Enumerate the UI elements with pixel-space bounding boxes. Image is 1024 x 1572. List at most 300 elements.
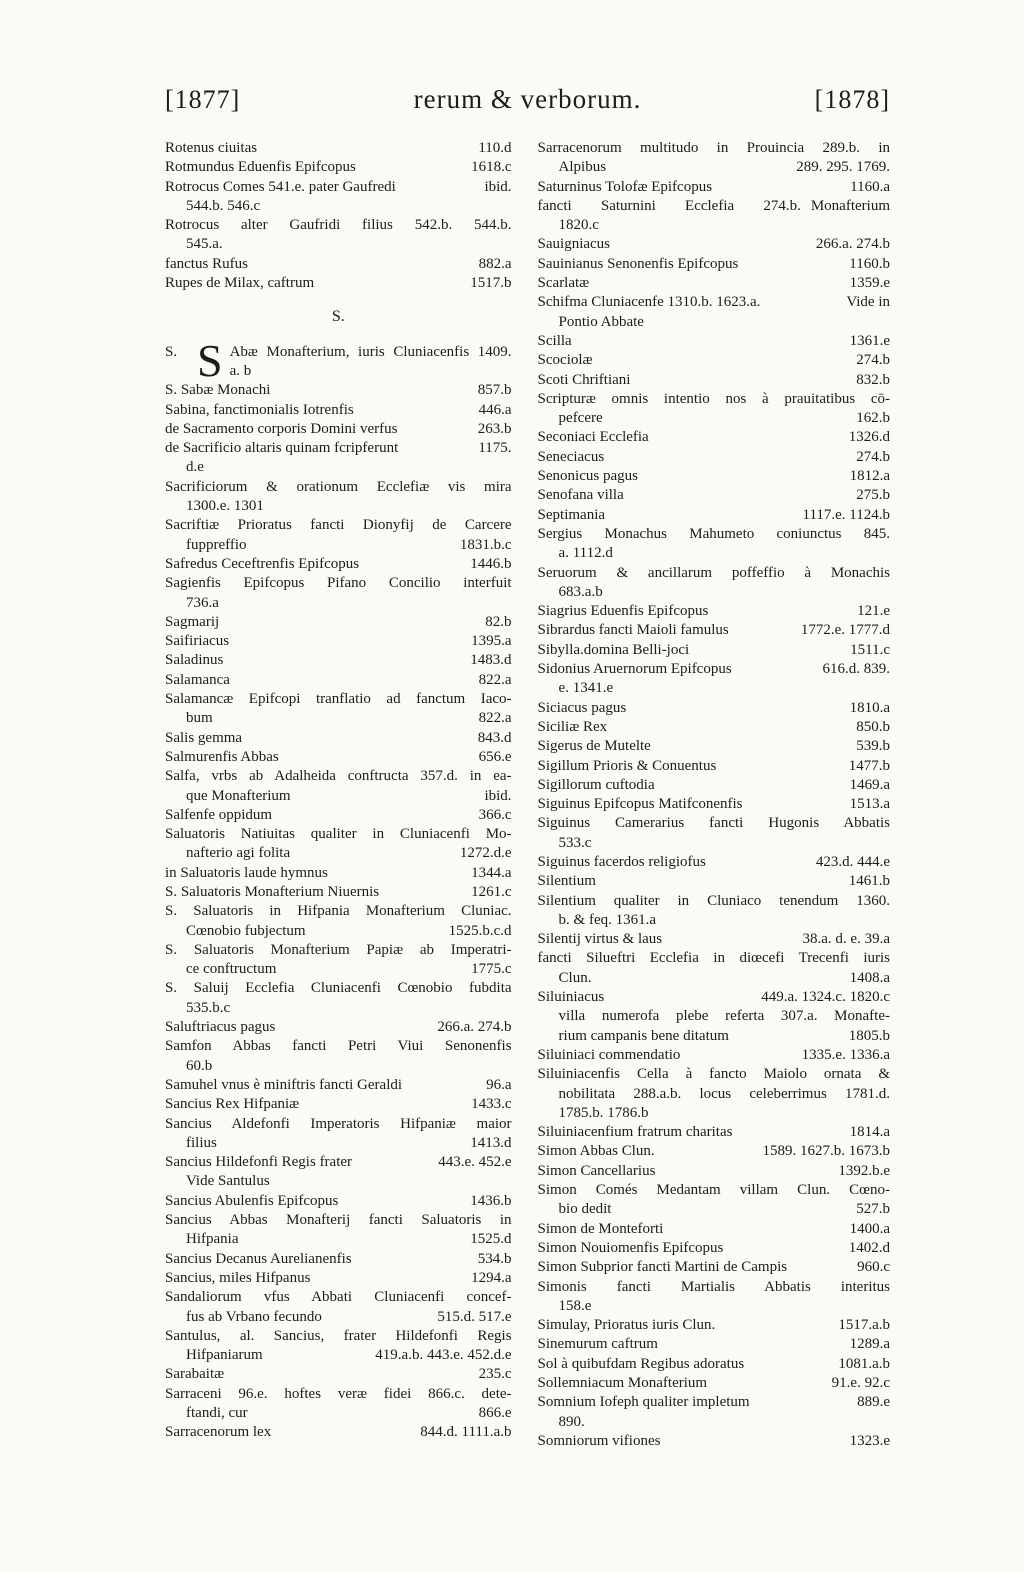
entry-text: Sancius Rex Hifpaniæ (165, 1096, 300, 1113)
page-ref: 889.e (857, 1394, 890, 1411)
entry-text: fancti Silueftri Ecclefia in diœcefi Trecenfi iuris (537, 950, 890, 967)
entry-text: Sibylla.domina Belli-joci (537, 641, 690, 658)
index-line (538, 583, 890, 602)
entry-text: b. & feq. 1361.a (558, 911, 657, 928)
index-line (538, 872, 890, 891)
entry-text: Hifpania (186, 1231, 239, 1248)
page-ref: 443.e. 452.e (438, 1154, 512, 1171)
index-line (538, 428, 890, 447)
entry-text: Samfon Abbas fancti Petri Viui Senonenfis (165, 1038, 512, 1055)
folio-right: [1878] (814, 85, 890, 114)
index-line (165, 729, 512, 748)
entry-text: filius (186, 1134, 217, 1151)
index-line (538, 1104, 890, 1123)
index-line (538, 274, 890, 293)
index-line (538, 293, 890, 312)
page-ref: 822.a (478, 710, 512, 727)
entry-text: Sabina, fanctimonialis Iotrenfis (165, 401, 354, 418)
page-ref: 1810.a (849, 699, 890, 716)
index-line (165, 941, 512, 960)
entry-text: Schifma Cluniacenfe 1310.b. 1623.a. (537, 294, 761, 311)
page-ref: 263.b (477, 420, 512, 437)
drop-cap-letter: S (197, 334, 223, 386)
entry-text: 736.a (186, 594, 219, 611)
index-line (538, 660, 890, 679)
section-heading: S. (331, 308, 345, 326)
page-ref: 449.a. 1324.c. 1820.c (761, 989, 890, 1006)
page-ref: 1400.a (849, 1220, 890, 1237)
entry-text: Saluatoris Natiuitas qualiter in Cluniacenfi Mo- (165, 826, 512, 843)
page-ref: 38.a. d. e. 39.a (802, 931, 890, 948)
page-ref: 96.a (486, 1076, 512, 1093)
index-line (538, 930, 890, 949)
page-ref: 1408.a (849, 969, 890, 986)
entry-text: Scilla (537, 332, 572, 349)
index-line (165, 902, 512, 921)
index-line (538, 216, 890, 235)
entry-text: Sacrificiorum & orationum Ecclefiæ vis mira (165, 478, 512, 495)
index-line (165, 439, 512, 458)
entry-text: Salis gemma (165, 729, 243, 746)
entry-text: Scarlatæ (537, 275, 590, 292)
index-line (165, 1037, 512, 1056)
entry-text: Sigillorum cuftodia (537, 776, 655, 793)
entry-text: Scociolæ (537, 352, 593, 369)
index-line (165, 1288, 512, 1307)
entry-text: Siciacus pagus (537, 699, 627, 716)
index-line (165, 1230, 512, 1249)
entry-text: de Sacramento corporis Domini verfus (165, 420, 398, 437)
entry-text: S. Saluatoris Monafterium Niuernis (165, 883, 380, 900)
index-line (165, 979, 512, 998)
entry-text: S. Saluatoris in Hifpania Monafterium Cluniac. (165, 903, 512, 920)
entry-text: fuppreffio (186, 536, 247, 553)
page-ref: 1814.a (849, 1124, 890, 1141)
index-line (538, 564, 890, 583)
index-line (538, 409, 890, 428)
page-ref: 1513.a (849, 796, 890, 813)
index-line (538, 737, 890, 756)
entry-text: Santulus, al. Sancius, frater Hildefonfi Regis (165, 1327, 512, 1344)
entry-text: Sancius, miles Hifpanus (165, 1269, 311, 1286)
entry-text: Sancius Hildefonfi Regis frater (165, 1154, 353, 1171)
entry-text: Sarracenorum multitudo in Prouincia 289.b. in (537, 140, 890, 156)
entry-text: Sigillum Prioris & Conuentus (537, 757, 717, 774)
entry-text: Siciliæ Rex (537, 718, 608, 735)
index-line (538, 834, 890, 853)
entry-text: Sancius Abulenfis Epifcopus (165, 1192, 339, 1209)
page-ref: 534.b (477, 1250, 512, 1267)
entry-text: Salfa, vrbs ab Adalheida conftructa 357.d. in ea- (165, 768, 512, 785)
page-ref: 1160.a (850, 178, 890, 195)
index-line (538, 621, 890, 640)
entry-text: Silentium qualiter in Cluniaco tenendum 1360. (537, 892, 890, 909)
page-ref: 1831.b.c (459, 536, 512, 553)
entry-text: Safredus Ceceftrenfis Epifcopus (165, 555, 360, 572)
entry-text: S. Saluatoris Monafterium Papiæ ab Imperatri- (165, 941, 512, 958)
index-line (230, 343, 512, 362)
page-ref: 266.a. 274.b (815, 236, 890, 253)
index-line (538, 679, 890, 698)
entry-text: Siluiniacenfium fratrum charitas (537, 1124, 733, 1141)
index-line (538, 1142, 890, 1161)
page-ref: 656.e (478, 748, 512, 765)
entry-text: Simon Abbas Clun. (537, 1143, 655, 1160)
entry-text: Sidonius Aruernorum Epifcopus (537, 661, 732, 678)
entry-text: Simulay, Prioratus iuris Clun. (537, 1317, 716, 1334)
page-ref: 1525.d (470, 1231, 512, 1248)
entry-text: Siguinus facerdos religiofus (537, 853, 706, 870)
page-ref: 1289.a (849, 1336, 890, 1353)
entry-text: fanctus Rufus (165, 255, 248, 272)
page-ref: 1294.a (471, 1269, 512, 1286)
page-ref: 1160.b (849, 255, 890, 272)
entry-text: Alpibus (558, 159, 607, 176)
page-ref: 850.b (856, 718, 890, 735)
page-header (165, 84, 890, 115)
page-ref: 1402.d (848, 1239, 890, 1256)
entry-text: Rotrocus Comes 541.e. pater Gaufredi (165, 178, 396, 195)
index-line (165, 1134, 512, 1153)
entry-text: Siguinus Camerarius fancti Hugonis Abbatis (537, 815, 890, 832)
page-ref: 289. 295. 1769. (796, 159, 890, 176)
page-ref: 1395.a (471, 633, 512, 650)
index-line (165, 825, 512, 844)
page-ref: 1359.e (849, 275, 890, 292)
entry-text: ce conftructum (186, 961, 277, 978)
entry-text: Sibrardus fancti Maioli famulus (537, 622, 729, 639)
index-line (538, 197, 890, 216)
entry-text: Seconiaci Ecclefia (537, 429, 649, 446)
index-line (538, 795, 890, 814)
index-line (538, 641, 890, 660)
entry-text: Septimania (537, 506, 606, 523)
page-ref: 1392.b.e (838, 1162, 890, 1179)
index-line (165, 1346, 512, 1365)
index-line (538, 467, 890, 486)
index-line (165, 767, 512, 786)
index-line (165, 197, 512, 216)
index-line (165, 632, 512, 651)
page-title: rerum & verborum. (413, 84, 642, 114)
index-line (165, 555, 512, 574)
entry-text: Sigerus de Mutelte (537, 738, 651, 755)
index-line (165, 1423, 512, 1442)
page-ref: 1272.d.e (459, 845, 512, 862)
page-ref: 1261.c (471, 883, 512, 900)
folio-left: [1877] (165, 85, 241, 114)
index-line (165, 1211, 512, 1230)
index-line (165, 671, 512, 690)
entry-text: d.e (186, 459, 204, 476)
entry-text: Rupes de Milax, caftrum (165, 275, 315, 292)
index-line (538, 1335, 890, 1354)
entry-text: Siluiniacus (537, 989, 605, 1006)
page-ref: 822.a (478, 671, 512, 688)
page-ref: 539.b (856, 738, 890, 755)
page-ref: 960.c (857, 1259, 890, 1276)
index-line (538, 139, 890, 158)
index-line (165, 960, 512, 979)
entry-text: Salamancæ Epifcopi tranflatio ad fanctum Iaco- (165, 691, 512, 708)
entry-text: Sagienfis Epifcopus Pifano Concilio interfuit (165, 575, 512, 592)
index-line (538, 1258, 890, 1277)
index-line (538, 1239, 890, 1258)
page-ref: 162.b (856, 410, 890, 427)
entry-text: Rotmundus Eduenfis Epifcopus (165, 159, 356, 176)
page-ref: 1805.b (848, 1027, 890, 1044)
index-line (165, 1095, 512, 1114)
page-ref: 1117.e. 1124.b (802, 506, 890, 523)
page-ref: 82.b (485, 613, 512, 630)
index-line (165, 806, 512, 825)
index-line (538, 1316, 890, 1335)
entry-text: 683.a.b (558, 583, 603, 600)
entry-text: 1300.e. 1301 (186, 498, 264, 515)
entry-text: e. 1341.e (558, 680, 614, 697)
index-line (165, 274, 512, 293)
index-column-right (538, 139, 890, 1451)
index-line (165, 516, 512, 535)
index-line (538, 1278, 890, 1297)
index-line (165, 651, 512, 670)
page-ref: 91.e. 92.c (831, 1375, 890, 1391)
index-line (165, 1018, 512, 1037)
index-line (538, 911, 890, 930)
page-ref: 1775.c (471, 961, 512, 978)
entry-text: nafterio agi folita (186, 845, 291, 862)
page-ref: 274.b (856, 448, 890, 465)
entry-text: Sollemniacum Monafterium (537, 1375, 708, 1391)
page-ref: 616.d. 839. (822, 661, 890, 678)
entry-text: Sol à quibufdam Regibus adoratus (537, 1355, 745, 1372)
entry-text: Simon Nouiomenfis Epifcopus (537, 1239, 724, 1256)
page-ref: 1812.a (849, 468, 890, 485)
page-ref: 1344.a (471, 864, 512, 881)
index-line (538, 1007, 890, 1026)
entry-text: Saifiriacus (165, 633, 230, 650)
index-line (165, 1153, 512, 1172)
entry-text: Somnium Iofeph qualiter impletum (537, 1394, 750, 1411)
entry-text: Saturninus Tolofæ Epifcopus (537, 178, 713, 195)
page-ref: 366.c (478, 806, 512, 823)
entry-text: Simon Cancellarius (537, 1162, 656, 1179)
page-ref: 866.e (478, 1405, 512, 1421)
entry-text: S. Sabæ Monachi (165, 382, 271, 399)
index-line (538, 1027, 890, 1046)
entry-text: Rotenus ciuitas (165, 140, 258, 156)
index-line (165, 787, 512, 806)
entry-text: Sauigniacus (537, 236, 611, 253)
index-line (165, 1192, 512, 1211)
index-line (165, 139, 512, 158)
index-line (165, 1269, 512, 1288)
index-line (538, 1181, 890, 1200)
entry-text: Hifpaniarum (186, 1347, 263, 1364)
index-line (538, 892, 890, 911)
page-ref: 1433.c (471, 1096, 512, 1113)
index-line (538, 313, 890, 332)
entry-text: Clun. (558, 969, 592, 986)
index-line (538, 525, 890, 544)
index-line (538, 1432, 890, 1451)
entry-text: nobilitata 288.a.b. locus celeberrimus 1781.d. (558, 1085, 890, 1102)
index-line (165, 1365, 512, 1384)
index-line (165, 1076, 512, 1095)
page-ref: 1477.b (848, 757, 890, 774)
entry-text: Simon Comés Medantam villam Clun. Cœno- (537, 1182, 890, 1199)
page-ref: 1589. 1627.b. 1673.b (762, 1143, 890, 1160)
entry-text: Siagrius Eduenfis Epifcopus (537, 603, 709, 620)
index-line (538, 255, 890, 274)
index-line (538, 699, 890, 718)
entry-text: villa numerofa plebe referta 307.a. Monafte- (558, 1008, 890, 1025)
page-ref: 1413.d (470, 1134, 512, 1151)
entry-text: Simon Subprior fancti Martini de Campis (537, 1259, 788, 1276)
index-column-left (165, 139, 512, 1451)
entry-text: Siluiniacenfis Cella à fancto Maiolo ornata & (537, 1066, 890, 1083)
index-line (165, 709, 512, 728)
entry-text: in Saluatoris laude hymnus (165, 864, 328, 881)
entry-text: Sagmarij (165, 613, 220, 630)
index-line (538, 1374, 890, 1393)
entry-text: Abæ Monafterium, iuris Cluniacenfis 1409. (229, 343, 512, 360)
index-line (538, 1393, 890, 1412)
entry-text: Pontio Abbate (558, 313, 644, 330)
entry-prefix: S. (165, 343, 178, 360)
page-ref: 1511.c (850, 641, 890, 658)
entry-text: rium campanis bene ditatum (558, 1027, 729, 1044)
entry-text: fancti Saturnini Ecclefia 274.b. (537, 197, 801, 214)
index-line (538, 814, 890, 833)
entry-text: a. b (229, 362, 252, 379)
entry-text: Silentium (537, 873, 596, 890)
entry-text: pefcere (558, 410, 603, 427)
index-line (538, 757, 890, 776)
index-line (538, 1065, 890, 1084)
entry-text: Siguinus Epifcopus Matifconenfis (537, 796, 743, 813)
page-ref: 419.a.b. 443.e. 452.d.e (375, 1347, 512, 1364)
page-ref: 1081.a.b (838, 1355, 890, 1372)
page-ref: Monafterium (810, 197, 890, 214)
entry-text: 544.b. 546.c (186, 197, 261, 214)
entry-text: Sacriftiæ Prioratus fancti Dionyfij de Carcere (165, 517, 512, 534)
entry-text: Silentij virtus & laus (537, 931, 663, 948)
page-ref: 1436.b (470, 1192, 512, 1209)
index-line (165, 922, 512, 941)
index-line (538, 949, 890, 968)
index-line (165, 1327, 512, 1346)
index-line (538, 602, 890, 621)
index-line (538, 776, 890, 795)
index-line (165, 1385, 512, 1404)
page-ref: 274.b (856, 352, 890, 369)
index-line (165, 690, 512, 709)
drop-cap-text (230, 343, 512, 382)
entry-text: Scripturæ omnis intentio nos à prauitatibus cō- (537, 390, 890, 407)
page-ref: 235.c (478, 1366, 512, 1383)
index-line (165, 883, 512, 902)
page-ref: 1323.e (849, 1432, 890, 1449)
index-line (538, 1085, 890, 1104)
page-ref: 844.d. 1111.a.b (420, 1424, 512, 1441)
index-line (165, 478, 512, 497)
page-ref: 1618.c (471, 159, 512, 176)
index-line (165, 216, 512, 235)
index-line (538, 1200, 890, 1219)
entry-text: Somniorum vifiones (537, 1432, 661, 1449)
index-line (165, 999, 512, 1018)
page-ref: 1326.d (848, 429, 890, 446)
index-line (538, 158, 890, 177)
index-line (538, 506, 890, 525)
entry-text: Sergius Monachus Mahumeto coniunctus 845. (537, 525, 890, 542)
entry-text: Simonis fancti Martialis Abbatis interitus (537, 1278, 890, 1295)
entry-text: Saladinus (165, 652, 224, 669)
page-ref: 1335.e. 1336.a (801, 1046, 890, 1063)
entry-text: Sinemurum caftrum (537, 1336, 658, 1353)
entry-text: Simon de Monteforti (537, 1220, 664, 1237)
page-ref: 266.a. 274.b (437, 1019, 512, 1036)
entry-text: Cœnobio fubjectum (186, 922, 306, 939)
entry-text: 1820.c (558, 217, 599, 234)
entry-text: Rotrocus alter Gaufridi filius 542.b. 544.b. (165, 217, 512, 234)
entry-text: bum (186, 710, 213, 727)
index-line (165, 1404, 512, 1423)
index-line (538, 390, 890, 409)
index-line (165, 178, 512, 197)
index-line (538, 1297, 890, 1316)
entry-text: Salamanca (165, 671, 230, 688)
entry-text: 533.c (558, 834, 592, 851)
entry-text: 535.b.c (186, 999, 231, 1016)
entry-text: 890. (558, 1413, 585, 1430)
entry-text: Salmurenfis Abbas (165, 748, 279, 765)
index-line (165, 158, 512, 177)
index-line (538, 1413, 890, 1432)
page-ref: 843.d (477, 729, 512, 746)
page-ref: 423.d. 444.e (815, 853, 890, 870)
page-ref: 515.d. 517.e (437, 1308, 512, 1325)
index-line (165, 536, 512, 555)
entry-text: 60.b (186, 1057, 213, 1074)
index-line (165, 401, 512, 420)
entry-text: de Sacrificio altaris quinam fcripferunt (165, 440, 399, 457)
entry-text: Sancius Aldefonfi Imperatoris Hifpaniæ maior (165, 1115, 512, 1132)
entry-text: 545.a. (186, 236, 223, 253)
page-ref: 1446.b (470, 555, 512, 572)
index-line (538, 1162, 890, 1181)
index-line (538, 544, 890, 563)
index-line (538, 351, 890, 370)
entry-text: Vide Santulus (186, 1173, 270, 1190)
index-line (538, 371, 890, 390)
index-line (538, 448, 890, 467)
index-line (165, 574, 512, 593)
page-ref: Vide in (846, 294, 890, 311)
page-ref: 1517.b (470, 275, 512, 292)
page-ref: 1361.e (849, 332, 890, 349)
page-ref: 121.e (857, 603, 890, 620)
index-line (538, 969, 890, 988)
index-line (165, 381, 512, 400)
index-line (538, 1123, 890, 1142)
entry-text: ftandi, cur (186, 1405, 248, 1421)
page-ref: 1461.b (848, 873, 890, 890)
index-line (165, 1308, 512, 1327)
index-line (165, 458, 512, 477)
entry-text: Saluftriacus pagus (165, 1019, 276, 1036)
